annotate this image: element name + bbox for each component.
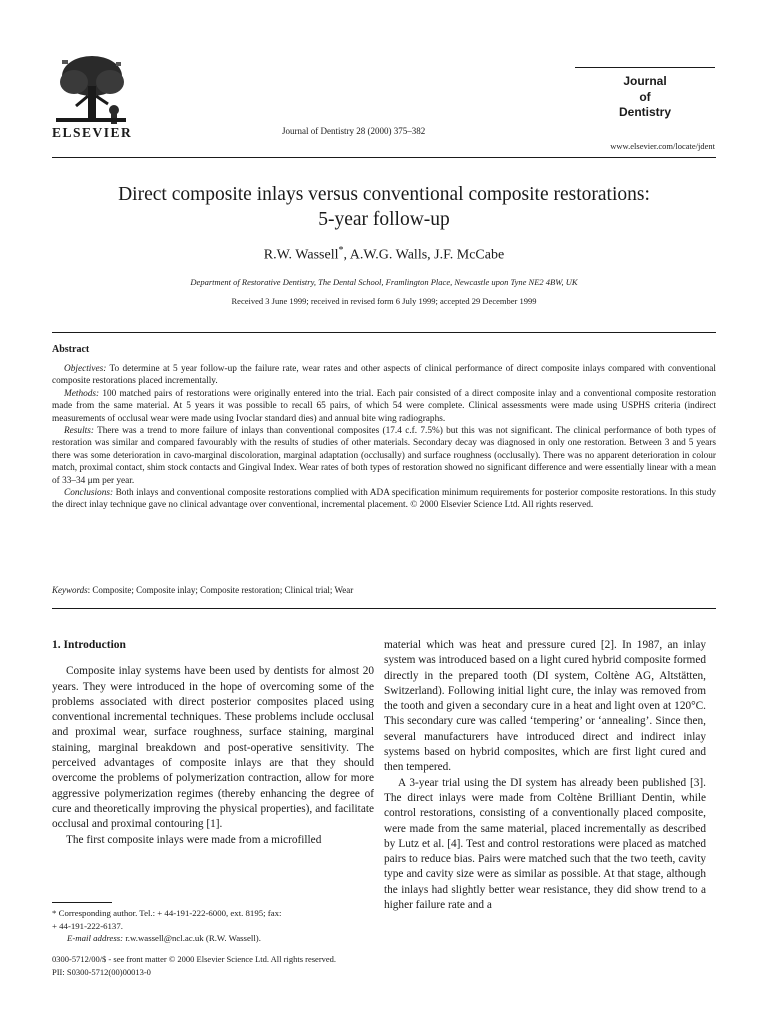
objectives-label: Objectives: <box>64 364 107 374</box>
elsevier-tree-logo <box>52 52 130 128</box>
results-label: Results: <box>64 426 94 437</box>
abstract-methods <box>52 388 716 425</box>
journal-name <box>575 74 715 121</box>
journal-citation: Journal of Dentistry 28 (2000) 375–382 <box>282 126 426 136</box>
header-rule <box>52 157 716 158</box>
page-footer <box>52 953 336 978</box>
section-heading: 1. Introduction <box>52 639 126 651</box>
abstract-objectives <box>52 363 716 388</box>
article-title <box>52 182 716 232</box>
title-line2: 5-year follow-up <box>318 209 450 230</box>
abstract-top-rule <box>52 332 716 333</box>
article-dates: Received 3 June 1999; received in revised form 6 July 1999; accepted 29 December 1999 <box>231 296 537 306</box>
keywords <box>52 585 716 595</box>
email-address[interactable]: r.w.wassell@ncl.ac.uk (R.W. Wassell). <box>123 933 261 943</box>
footnote-email <box>52 932 374 945</box>
abstract-conclusions <box>52 487 716 512</box>
keywords-label: Keywords <box>52 585 88 595</box>
footer-pii: PII: S0300-5712(00)00013-0 <box>52 966 151 977</box>
title-line1: Direct composite inlays versus conventional composite restorations: <box>118 184 650 205</box>
publisher-name: ELSEVIER <box>52 125 133 140</box>
methods-label: Methods: <box>64 388 100 399</box>
journal-name-line1: Journal <box>623 74 667 88</box>
paragraph: The first composite inlays were made from a microfilled <box>66 833 322 846</box>
conclusions-label: Conclusions: <box>64 488 114 499</box>
journal-rule <box>575 67 715 68</box>
journal-url[interactable]: www.elsevier.com/locate/jdent <box>610 141 715 151</box>
footer-copyright: 0300-5712/00/$ - see front matter © 2000 Elsevier Science Ltd. All rights reserved. <box>52 954 337 964</box>
abstract-heading: Abstract <box>52 344 90 355</box>
paragraph: A 3-year trial using the DI system has already been published [3]. The direct inlays were made from Coltène Brilliant Dentin, while control restorations, consisting of a conventionally placed composite, were made from the same material, placed incrementally as described by Lutz et al. [4]. Test and control restorations were placed as matched pairs to reduce bias. Pairs were matched such that the two teeth, cavity type and cavity size were as similar as possible. At that stage, although the inlays had slightly better wear resistance, they did show trend to a higher failure rate and a <box>384 776 706 912</box>
journal-name-line3: Dentistry <box>618 105 671 119</box>
author-others: , A.W.G. Walls, J.F. McCabe <box>343 247 505 263</box>
paragraph: material which was heat and pressure cured [2]. In 1987, an inlay system was introduced based on a light cured hybrid composite formed directly in the prepared tooth (DI system, Coltène AG, Altstätten, Switzerland). Following initial light cure, the inlay was removed from the tooth and given a secondary cure in a heat and light oven at 120°C. This secondary cure was called ‘tempering’ or ‘annealing’. Since then, several manufacturers have introduced direct and indirect inlay systems based on hybrid composites, which are first light cured and then tempered. <box>384 639 706 774</box>
paragraph: Composite inlay systems have been used by dentists for almost 20 years. They were introduced in the hope of overcoming some of the problems associated with direct posterior composites placed using conventional incremental techniques. These problems include occlusal and proximal wear, surface roughness, surface staining, marginal staining, marginal breakdown and post-operative sensitivity. The perceived advantages of composite inlays are that they should overcome the problems of polymerization contraction, allow for more aggressive polymerization regimes (thereby enhancing the degree of cure and theoretically improving the physical properties), and facilitate occlusal and proximal contouring [1]. <box>52 665 374 831</box>
objectives-text: To determine at 5 year follow-up the failure rate, wear rates and other aspects of clinical performance of direct composite inlays compared with conventional composite restorations placed incrementally. <box>52 364 716 387</box>
footnote <box>52 907 374 945</box>
footnote-line2: + 44-191-222-6137. <box>52 920 123 931</box>
footnote-rule <box>52 902 112 903</box>
conclusions-text: Both inlays and conventional composite restorations complied with ADA specification minimum requirements for posterior composite restorations. In this study the direct inlay technique gave no clinical advantage over conventional, incremental placement. © 2000 Elsevier Science Ltd. All rights reserved. <box>52 488 716 511</box>
journal-name-line2: of <box>639 89 651 104</box>
results-text: There was a trend to more failure of inlays than conventional composites (17.4 c.f. 7.5%) but this was not significant. The clinical performance of both types of restoration was similar and compared favourably with the results of studies of other materials. Secondary decay was diagnosed in only one restoration. Between 3 and 5 years there was some deterioration in cavo-marginal discoloration, marginal adaptation (occlusally) and surface roughness (occlusally). There was no apparent deterioration in colour match, proximal contact, shim stock contacts and Gingival Index. Wear rates of both types of restoration showed no significant difference and were essentially linear with a mean of 33–34 μm per year. <box>52 426 716 486</box>
email-label: E-mail address: <box>67 933 124 943</box>
corresponding-author-mark[interactable]: * <box>338 245 344 256</box>
author-list <box>52 245 716 264</box>
abstract-results <box>52 425 716 487</box>
author-primary: R.W. Wassell <box>263 247 339 263</box>
methods-text: 100 matched pairs of restorations were originally entered into the trial. Each pair consisted of a direct composite inlay and a conventional composite restoration made from the same material. At 5 years it was possible to recall 65 pairs, of which 54 were complete. Clinical assessments were made using USPHS criteria (indirect measurements of occlusal wear were made using Ivoclar standard dies) and annual bite wing radiographs. <box>52 388 716 424</box>
footnote-line1: * Corresponding author. Tel.: + 44-191-222-6000, ext. 8195; fax: <box>52 908 282 918</box>
abstract-bottom-rule <box>52 608 716 609</box>
body-column-left <box>52 638 374 848</box>
abstract-body <box>52 363 716 512</box>
body-column-right <box>384 638 706 913</box>
keywords-text: : Composite; Composite inlay; Composite restoration; Clinical trial; Wear <box>87 585 354 595</box>
affiliation: Department of Restorative Dentistry, The Dental School, Framlington Place, Newcastle upon Tyne NE2 4BW, UK <box>190 277 578 287</box>
